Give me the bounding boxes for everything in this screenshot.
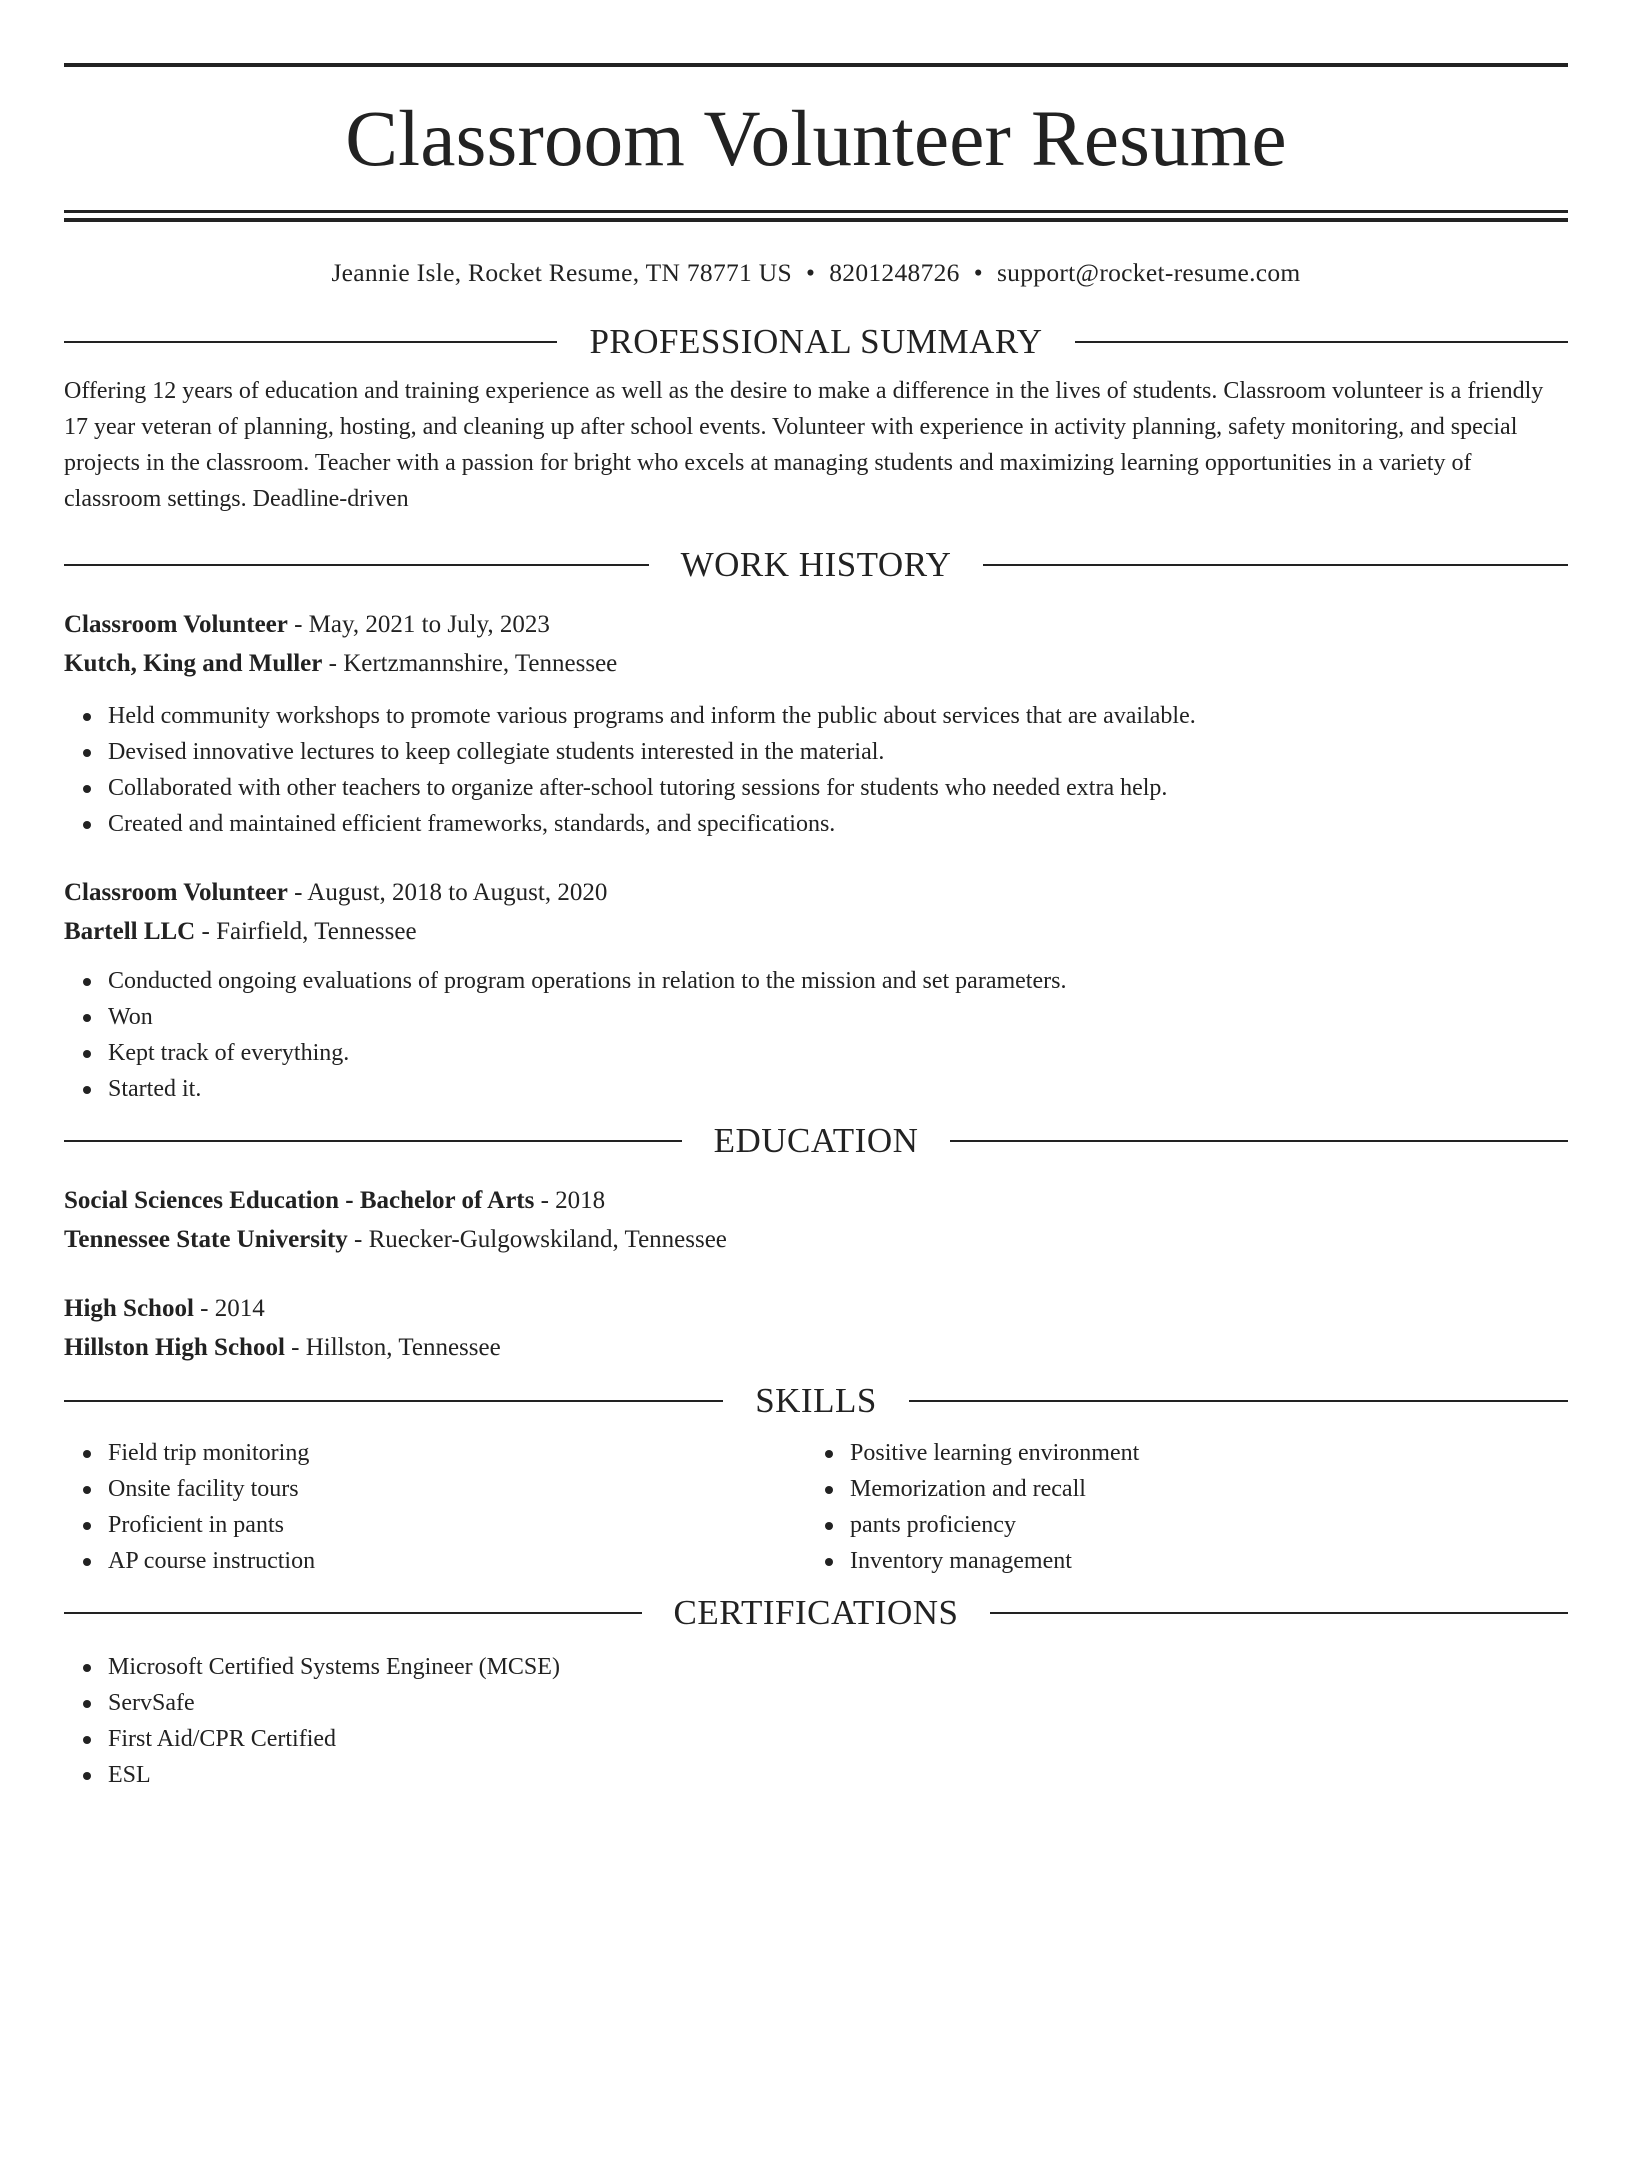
school-line <box>64 1328 1568 1367</box>
job-location: - Fairfield, Tennessee <box>195 918 417 945</box>
job-duties-list <box>64 698 1568 842</box>
header-top-rule <box>64 63 1568 67</box>
school-location: - Hillston, Tennessee <box>284 1334 501 1361</box>
list-item: Started it. <box>108 1071 1568 1107</box>
section-header-skills <box>64 1381 1568 1421</box>
work-entry <box>64 873 1568 1107</box>
job-title-line <box>64 605 1568 644</box>
section-rule <box>64 1140 682 1142</box>
job-company-line <box>64 912 1568 951</box>
list-item: Won <box>108 999 1568 1035</box>
job-dates: - May, 2021 to July, 2023 <box>287 611 550 638</box>
certification-item: ServSafe <box>108 1685 1568 1721</box>
section-header-certifications <box>64 1593 1568 1633</box>
section-rule <box>983 564 1568 566</box>
job-location: - Kertzmannshire, Tennessee <box>322 650 618 677</box>
degree-line <box>64 1181 1568 1220</box>
job-company: Kutch, King and Muller <box>64 650 323 677</box>
skill-item: pants proficiency <box>850 1507 1548 1543</box>
degree-year: - 2018 <box>534 1187 606 1214</box>
job-dates: - August, 2018 to August, 2020 <box>287 879 608 906</box>
section-header-education <box>64 1121 1568 1161</box>
section-header-summary <box>64 322 1568 362</box>
contact-email: support@rocket-resume.com <box>996 258 1301 287</box>
skill-item: Onsite facility tours <box>108 1471 806 1507</box>
header-double-rule <box>64 210 1568 222</box>
job-title-line <box>64 873 1568 912</box>
degree-line <box>64 1289 1568 1328</box>
job-title: Classroom Volunteer <box>64 879 288 906</box>
job-duties-list <box>64 963 1568 1107</box>
degree: High School <box>64 1295 194 1322</box>
section-rule <box>64 1612 642 1614</box>
job-company-line <box>64 644 1568 683</box>
contact-phone: 8201248726 <box>829 258 960 287</box>
list-item: Collaborated with other teachers to organize after-school tutoring sessions for students who needed extra help. <box>108 770 1568 806</box>
school-line <box>64 1220 1568 1259</box>
section-rule <box>64 1400 723 1402</box>
section-title-education: EDUCATION <box>713 1121 919 1160</box>
skill-item: Inventory management <box>850 1543 1548 1579</box>
degree-year: - 2014 <box>193 1295 265 1322</box>
skills-columns <box>64 1435 1568 1579</box>
section-title-work: WORK HISTORY <box>680 545 952 584</box>
education-entry <box>64 1289 1568 1367</box>
contact-address: Jeannie Isle, Rocket Resume, TN 78771 US <box>331 258 792 287</box>
summary-text: Offering 12 years of education and training experience as well as the desire to make a difference in the lives of students. Classroom volunteer is a friendly 17 year veteran of planning, hosting, and cleaning up after school events. Volunteer with experience in activity planning, safety monitoring, and special projects in the classroom. Teacher with a passion for bright who excels at managing students and maximizing learning opportunities in a variety of classroom settings. Deadline-driven <box>64 378 1544 512</box>
work-entry <box>64 605 1568 842</box>
list-item: Devised innovative lectures to keep collegiate students interested in the material. <box>108 734 1568 770</box>
certification-item: ESL <box>108 1757 1568 1793</box>
skill-item: Memorization and recall <box>850 1471 1548 1507</box>
section-title-certifications: CERTIFICATIONS <box>673 1593 959 1632</box>
degree: Social Sciences Education - Bachelor of Arts <box>64 1187 535 1214</box>
school-name: Hillston High School <box>64 1334 285 1361</box>
section-title-skills: SKILLS <box>755 1381 877 1420</box>
list-item: Kept track of everything. <box>108 1035 1568 1071</box>
education-entry <box>64 1181 1568 1259</box>
section-rule <box>909 1400 1568 1402</box>
section-header-work <box>64 545 1568 585</box>
contact-line <box>64 258 1568 288</box>
skills-list-right <box>806 1435 1548 1579</box>
skill-item: Positive learning environment <box>850 1435 1548 1471</box>
certification-item: Microsoft Certified Systems Engineer (MCSE) <box>108 1649 1568 1685</box>
certifications-list <box>64 1649 1568 1793</box>
skills-list-left <box>64 1435 806 1579</box>
job-title: Classroom Volunteer <box>64 611 288 638</box>
section-rule <box>64 564 649 566</box>
list-item: Conducted ongoing evaluations of program operations in relation to the mission and set parameters. <box>108 963 1568 999</box>
school-name: Tennessee State University <box>64 1226 348 1253</box>
skill-item: Proficient in pants <box>108 1507 806 1543</box>
job-company: Bartell LLC <box>64 918 196 945</box>
section-rule <box>64 341 557 343</box>
skill-item: Field trip monitoring <box>108 1435 806 1471</box>
section-rule <box>990 1612 1568 1614</box>
list-item: Created and maintained efficient frameworks, standards, and specifications. <box>108 806 1568 842</box>
school-location: - Ruecker-Gulgowskiland, Tennessee <box>347 1226 727 1253</box>
section-rule <box>950 1140 1568 1142</box>
list-item: Held community workshops to promote various programs and inform the public about services that are available. <box>108 698 1568 734</box>
section-title-summary: PROFESSIONAL SUMMARY <box>589 322 1043 361</box>
skill-item: AP course instruction <box>108 1543 806 1579</box>
certification-item: First Aid/CPR Certified <box>108 1721 1568 1757</box>
page-title: Classroom Volunteer Resume <box>345 96 1287 183</box>
resume-page <box>0 63 1632 2175</box>
contact-separator: • <box>805 258 816 287</box>
section-rule <box>1075 341 1568 343</box>
contact-separator: • <box>973 258 983 287</box>
